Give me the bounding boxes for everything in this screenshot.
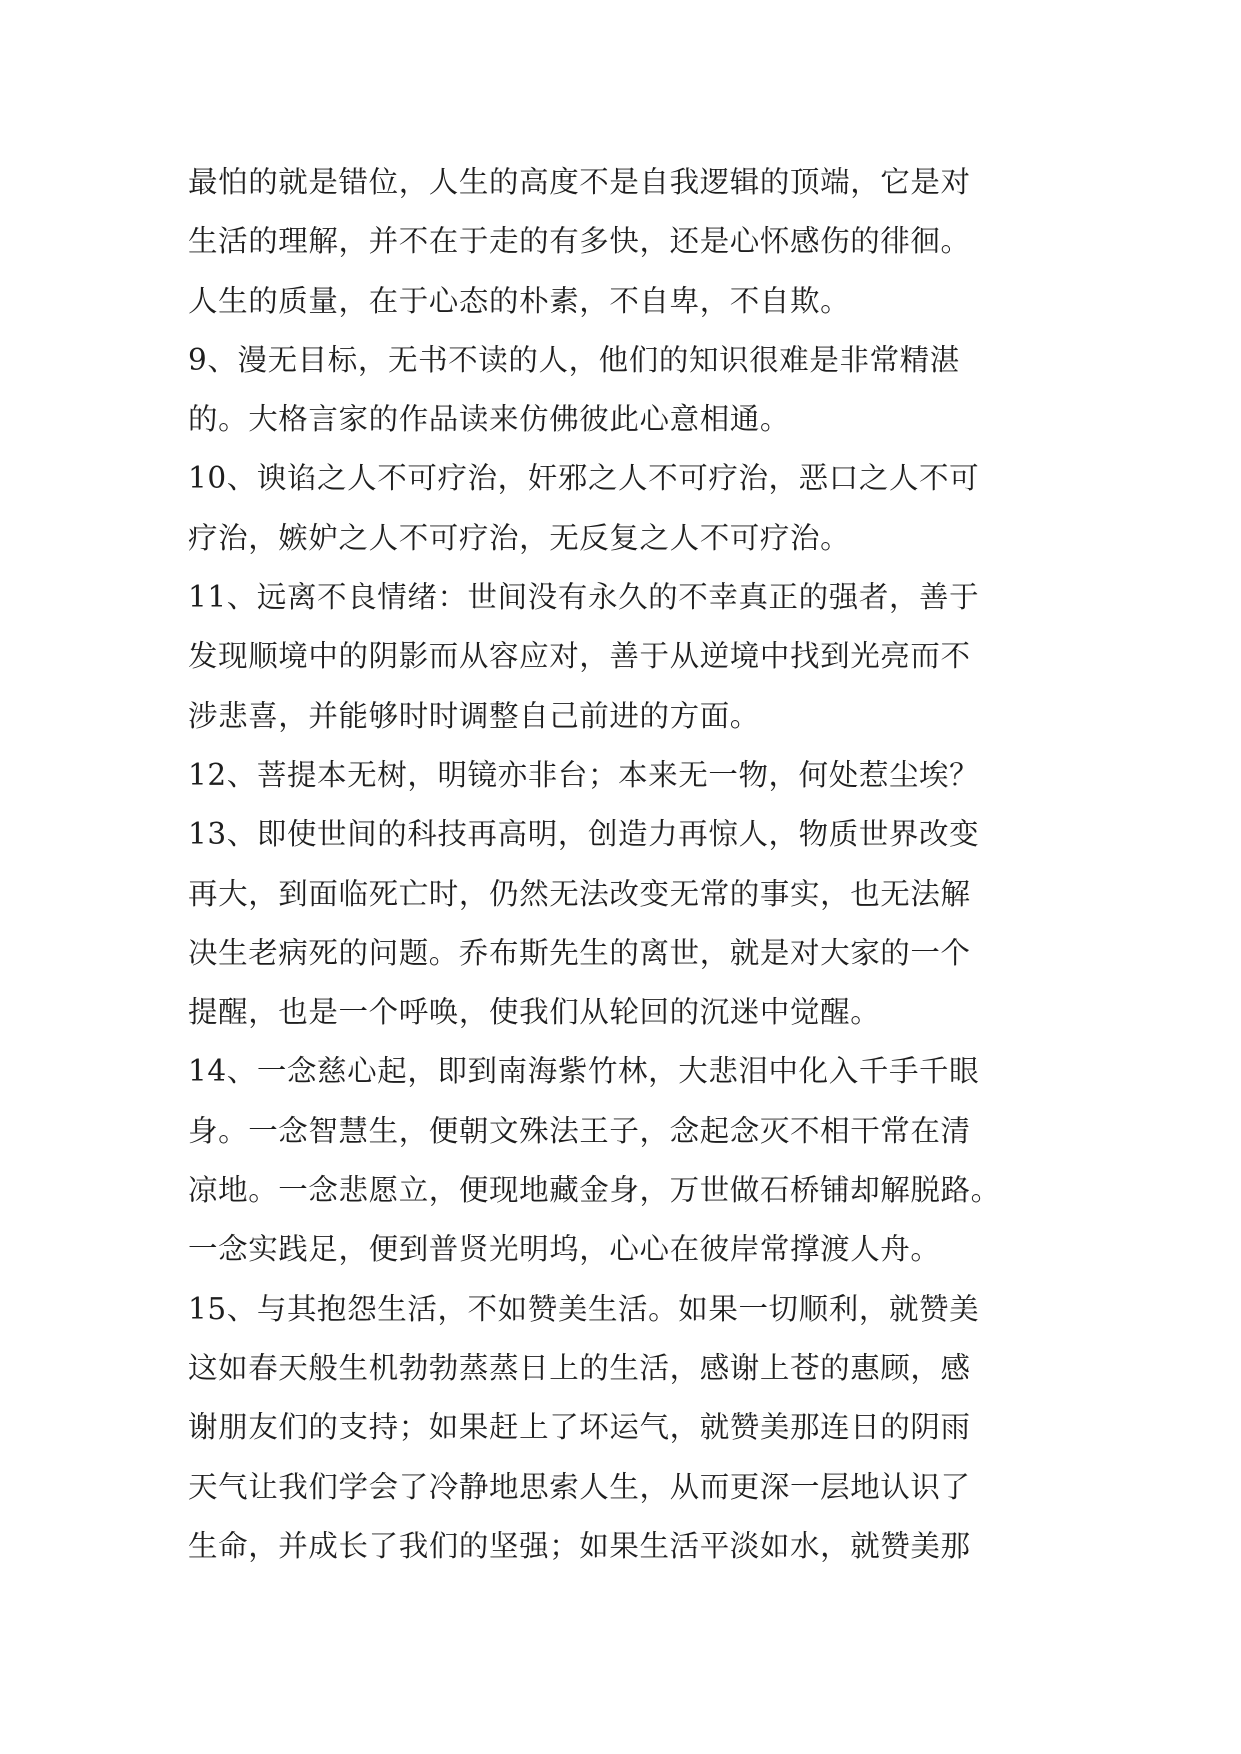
text-line: 再大，到面临死亡时，仍然无法改变无常的事实，也无法解 — [188, 876, 971, 911]
text-line: 13、即使世间的科技再高明，创造力再惊人，物质世界改变 — [188, 817, 980, 852]
text-line: 凉地。一念悲愿立，便现地藏金身，万世做石桥铺却解脱路。 — [188, 1173, 1001, 1208]
text-line: 一念实践足，便到普贤光明坞，心心在彼岸常撑渡人舟。 — [188, 1232, 941, 1267]
text-line: 最怕的就是错位，人生的高度不是自我逻辑的顶端，它是对 — [188, 165, 971, 199]
text-line: 15、与其抱怨生活，不如赞美生活。如果一切顺利，就赞美 — [188, 1291, 980, 1326]
text-line: 谢朋友们的支持；如果赶上了坏运气，就赞美那连日的阴雨 — [188, 1410, 971, 1445]
text-line: 身。一念智慧生，便朝文殊法王子，念起念灭不相干常在清 — [188, 1113, 971, 1148]
text-line: 人生的质量，在于心态的朴素，不自卑，不自欺。 — [188, 283, 851, 318]
text-line: 生命，并成长了我们的坚强；如果生活平淡如水，就赞美那 — [188, 1528, 971, 1563]
text-line: 涉悲喜，并能够时时调整自己前进的方面。 — [188, 698, 760, 733]
text-line: 这如春天般生机勃勃蒸蒸日上的生活，感谢上苍的惠顾，感 — [188, 1350, 971, 1385]
text-line: 10、谀谄之人不可疗治，奸邪之人不可疗治，恶口之人不可 — [188, 461, 980, 496]
text-line: 决生老病死的问题。乔布斯先生的离世，就是对大家的一个 — [188, 935, 971, 970]
text-line: 12、菩提本无树，明镜亦非台；本来无一物，何处惹尘埃？ — [188, 757, 980, 792]
text-line: 的。大格言家的作品读来仿佛彼此心意相通。 — [188, 402, 791, 437]
text-line: 生活的理解，并不在于走的有多快，还是心怀感伤的徘徊。 — [188, 224, 971, 259]
text-line: 14、一念慈心起，即到南海紫竹林，大悲泪中化入千手千眼 — [188, 1054, 980, 1089]
text-line: 发现顺境中的阴影而从容应对，善于从逆境中找到光亮而不 — [188, 639, 971, 674]
text-line: 天气让我们学会了冷静地思索人生，从而更深一层地认识了 — [188, 1469, 971, 1504]
text-line: 9、漫无目标，无书不读的人，他们的知识很难是非常精湛 — [188, 342, 960, 377]
text-line: 11、远离不良情绪：世间没有永久的不幸真正的强者，善于 — [188, 580, 980, 615]
body-text — [188, 161, 1078, 1584]
text-line: 提醒，也是一个呼唤，使我们从轮回的沉迷中觉醒。 — [188, 995, 881, 1030]
text-line: 疗治，嫉妒之人不可疗治，无反复之人不可疗治。 — [188, 520, 851, 555]
